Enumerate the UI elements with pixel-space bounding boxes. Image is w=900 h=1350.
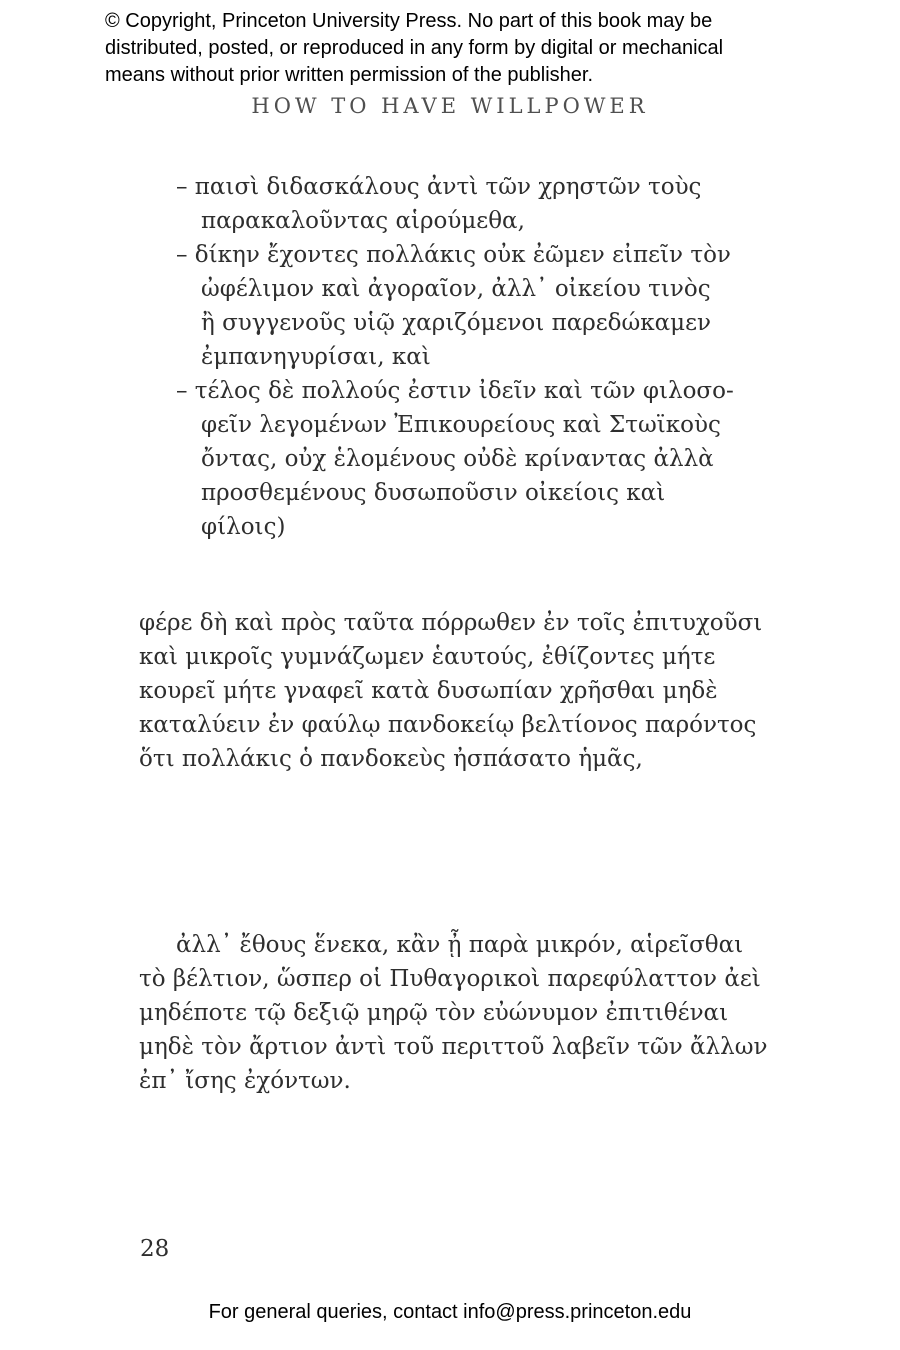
text-line: τὸ βέλτιον, ὥσπερ οἱ Πυθαγορικοὶ παρεφύλαττον ἀεὶ <box>139 966 761 992</box>
text-line: ὄντας, οὐχ ἑλομένους οὐδὲ κρίναντας ἀλλὰ <box>201 446 714 472</box>
text-line: φεῖν λεγομένων Ἐπικουρείους καὶ Στωϊκοὺς <box>201 412 721 438</box>
text-line: ἀλλ᾽ ἔθους ἕνεκα, κἂν ᾖ παρὰ μικρόν, αἱρεῖσθαι <box>176 932 744 958</box>
text-line: ἐπ᾽ ἴσης ἐχόντων. <box>139 1068 351 1094</box>
page-number: 28 <box>140 1236 170 1262</box>
text-line: ἐμπανηγυρίσαι, καὶ <box>201 344 431 370</box>
greek-list-item-1 <box>176 170 816 238</box>
greek-list-item-2 <box>176 238 816 374</box>
footer-contact-text: For general queries, contact info@press.princeton.edu <box>208 1301 692 1323</box>
text-line: παρακαλοῦντας αἱρούμεθα, <box>201 208 525 234</box>
text-line: ὠφέλιμον καὶ ἀγοραῖον, ἀλλ᾽ οἰκείου τινὸς <box>201 276 711 302</box>
text-line: μηδέποτε τῷ δεξιῷ μηρῷ τὸν εὐώνυμον ἐπιτιθέναι <box>139 1000 729 1026</box>
page-title: HOW TO HAVE WILLPOWER <box>251 94 649 118</box>
text-line: καὶ μικροῖς γυμνάζωμεν ἑαυτούς, ἐθίζοντες μήτε <box>139 644 716 670</box>
text-line: ἢ συγγενοῦς υἱῷ χαριζόμενοι παρεδώκαμεν <box>201 310 712 336</box>
text-line: – δίκην ἔχοντες πολλάκις οὐκ ἐῶμεν εἰπεῖν τὸν <box>176 242 731 268</box>
text-line: καταλύειν ἐν φαύλῳ πανδοκείῳ βελτίονος παρόντος <box>139 712 757 738</box>
text-line: κουρεῖ μήτε γναφεῖ κατὰ δυσωπίαν χρῆσθαι μηδὲ <box>139 678 718 704</box>
text-line: © Copyright, Princeton University Press. No part of this book may be <box>105 10 713 32</box>
text-line: ὅτι πολλάκις ὁ πανδοκεὺς ἠσπάσατο ἡμᾶς, <box>139 746 643 772</box>
text-line: – παισὶ διδασκάλους ἀντὶ τῶν χρηστῶν τοὺς <box>176 174 702 200</box>
text-line: distributed, posted, or reproduced in any form by digital or mechanical <box>105 37 724 59</box>
greek-list-item-3 <box>176 374 816 544</box>
greek-paragraph-2 <box>139 928 799 1098</box>
text-line: φέρε δὴ καὶ πρὸς ταῦτα πόρρωθεν ἐν τοῖς ἐπιτυχοῦσι <box>139 610 763 636</box>
text-line: φίλοις) <box>201 514 286 540</box>
text-line: μηδὲ τὸν ἄρτιον ἀντὶ τοῦ περιττοῦ λαβεῖν τῶν ἄλλων <box>139 1034 768 1060</box>
text-line: means without prior written permission of the publisher. <box>105 64 594 86</box>
greek-quote-list <box>176 170 816 544</box>
copyright-notice <box>105 8 825 89</box>
greek-paragraph-1 <box>139 606 799 776</box>
text-line: – τέλος δὲ πολλούς ἐστιν ἰδεῖν καὶ τῶν φιλοσο- <box>176 378 734 404</box>
text-line: προσθεμένους δυσωποῦσιν οἰκείοις καὶ <box>201 480 666 506</box>
